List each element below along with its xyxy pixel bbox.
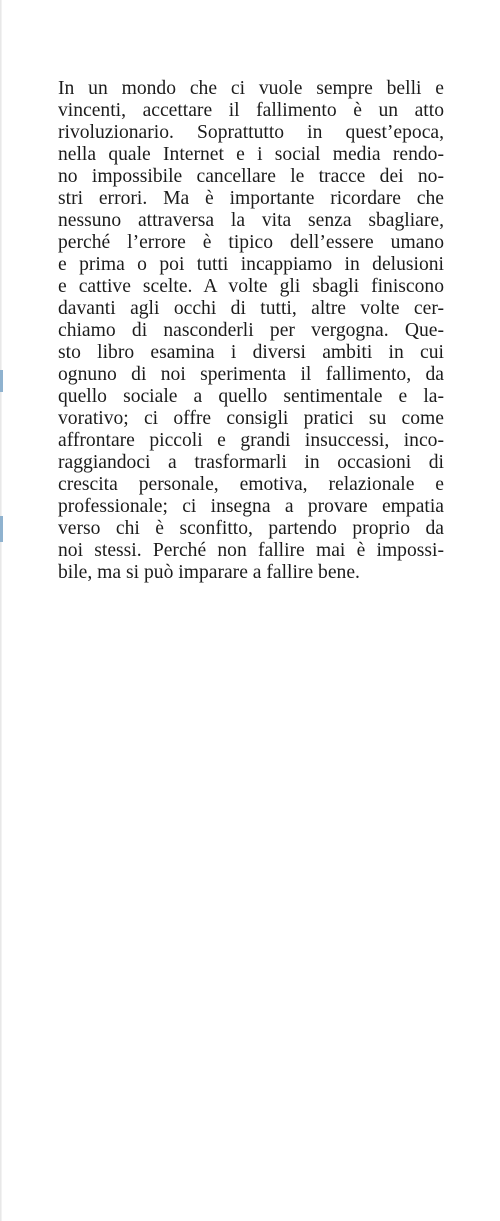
text-line: bile, ma si può imparare a fallire bene.: [58, 562, 360, 583]
edge-color-mark: [0, 516, 3, 542]
text-line: raggiandoci a trasformarli in occasioni di: [58, 452, 444, 473]
text-line: no impossibile cancellare le tracce dei no-: [58, 166, 444, 187]
text-line: e prima o poi tutti incappiamo in delusioni: [58, 254, 444, 275]
flap-paragraph: [58, 78, 444, 584]
text-line: nella quale Internet e i social media rendo-: [58, 144, 444, 165]
text-line: In un mondo che ci vuole sempre belli e: [58, 78, 444, 99]
text-line: crescita personale, emotiva, relazionale e: [58, 474, 444, 495]
text-line: quello sociale a quello sentimentale e la-: [58, 386, 444, 407]
edge-color-mark: [0, 370, 3, 392]
text-line: affrontare piccoli e grandi insuccessi, inco-: [58, 430, 444, 451]
text-line: e cattive scelte. A volte gli sbagli finiscono: [58, 276, 444, 297]
text-line: davanti agli occhi di tutti, altre volte cer-: [58, 298, 444, 319]
text-line: vorativo; ci offre consigli pratici su come: [58, 408, 444, 429]
text-line: rivoluzionario. Soprattutto in quest’epoca,: [58, 122, 444, 143]
text-line: perché l’errore è tipico dell’essere umano: [58, 232, 444, 253]
text-line: stri errori. Ma è importante ricordare che: [58, 188, 444, 209]
text-line: sto libro esamina i diversi ambiti in cui: [58, 342, 444, 363]
text-line: chiamo di nasconderli per vergogna. Que-: [58, 320, 444, 341]
text-line: professionale; ci insegna a provare empatia: [58, 496, 444, 517]
text-line: noi stessi. Perché non fallire mai è impossi-: [58, 540, 444, 561]
text-line: ognuno di noi sperimenta il fallimento, da: [58, 364, 444, 385]
page-left-edge: [0, 0, 2, 1221]
text-line: verso chi è sconfitto, partendo proprio da: [58, 518, 444, 539]
text-line: vincenti, accettare il fallimento è un atto: [58, 100, 444, 121]
text-line: nessuno attraversa la vita senza sbagliare,: [58, 210, 444, 231]
